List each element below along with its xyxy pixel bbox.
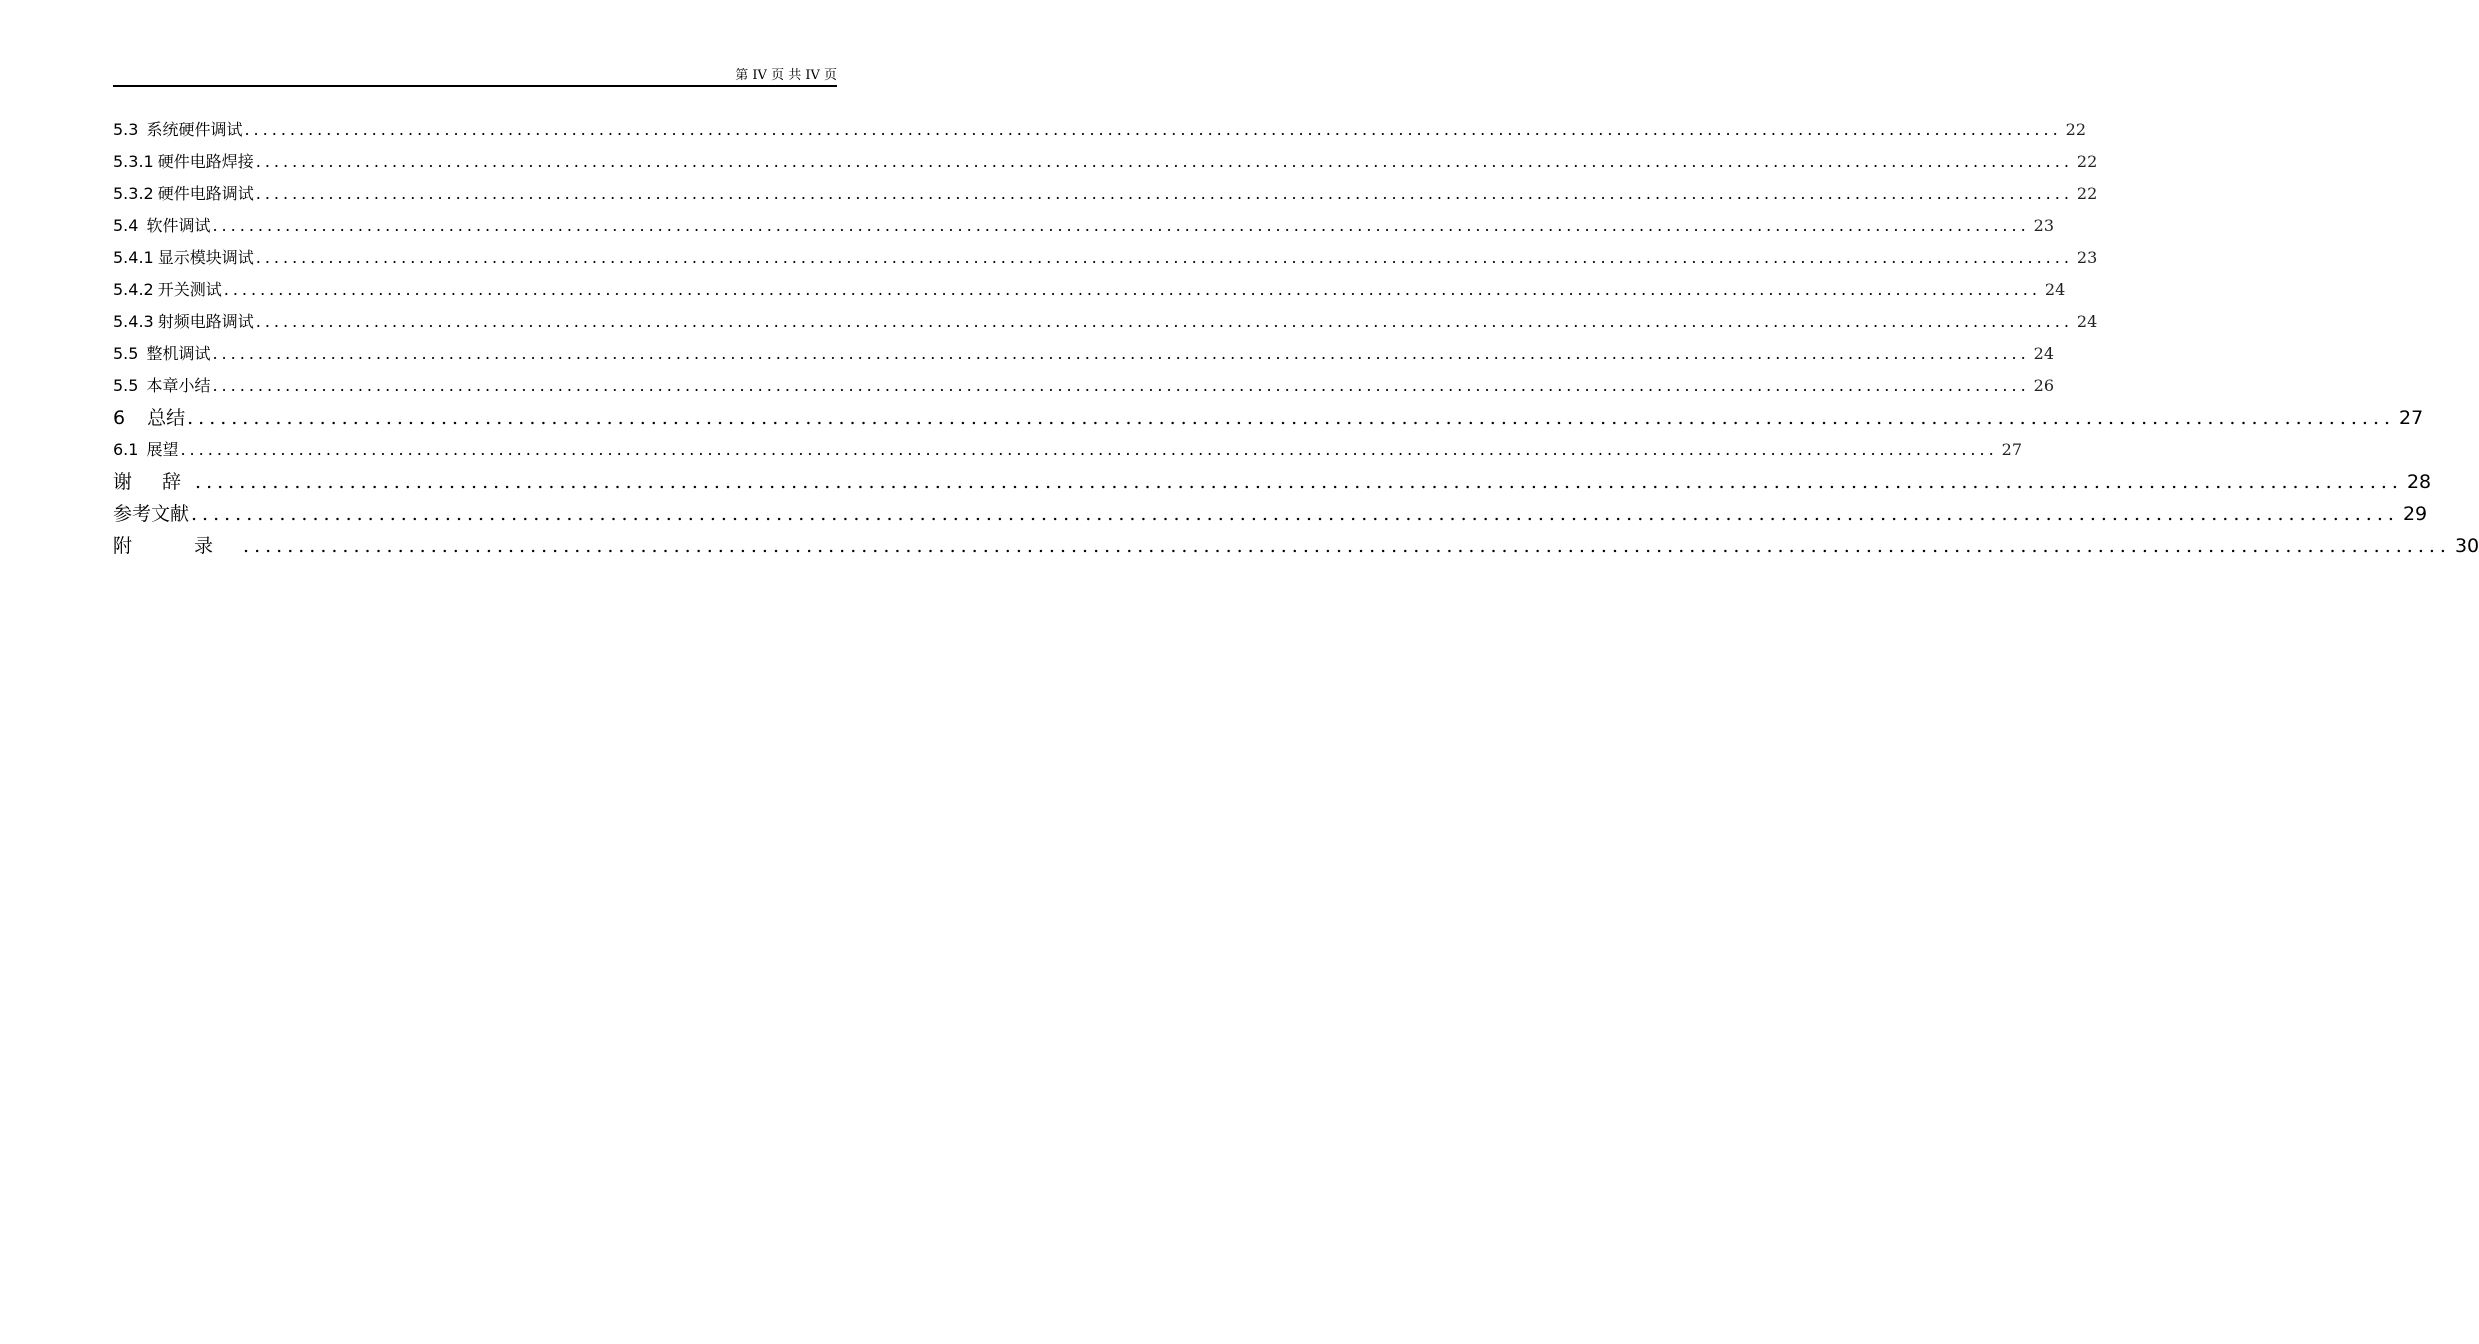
page-indicator: 第 IV 页 共 IV 页 xyxy=(735,68,837,83)
toc-entry[interactable] xyxy=(113,242,2098,274)
toc-entry-title: 硬件电路焊接 xyxy=(157,152,254,171)
toc-entry[interactable] xyxy=(113,146,2098,178)
toc-entry-page: 22 xyxy=(2076,184,2098,203)
header-rule xyxy=(113,85,837,87)
toc-entry-title: 展望 xyxy=(146,440,179,459)
toc-leader-dots: ........................................................................................................................................................................................................ xyxy=(212,344,2030,363)
toc-entry-title: 开关测试 xyxy=(157,280,222,299)
toc-entry[interactable] xyxy=(113,434,2023,466)
toc-entry-chapter[interactable] xyxy=(113,530,2479,562)
toc-entry[interactable] xyxy=(113,370,2055,402)
toc-entry[interactable] xyxy=(113,274,2066,306)
toc-entry-number: 6.1 xyxy=(113,440,139,459)
toc-entry-number: 5.3 xyxy=(113,120,139,139)
toc-entry-page: 28 xyxy=(2406,471,2432,493)
toc-entry-number: 5.5 xyxy=(113,376,139,395)
toc-entry-number: 5.4.2 xyxy=(113,280,154,299)
toc-entry-page: 26 xyxy=(2033,376,2055,395)
toc-entry-title: 硬件电路调试 xyxy=(157,184,254,203)
toc-entry-number: 5.4.1 xyxy=(113,248,154,267)
toc-entry-number: 5.4 xyxy=(113,216,139,235)
toc-entry-page: 22 xyxy=(2076,152,2098,171)
toc-entry-title: 参考文献 xyxy=(113,503,190,525)
toc-entry-title: 软件调试 xyxy=(146,216,211,235)
toc-entry-chapter[interactable] xyxy=(113,466,2432,498)
toc-entry-title: 显示模块调试 xyxy=(157,248,254,267)
toc-leader-dots: ........................................................................................................................................................................................................ xyxy=(255,312,2073,331)
toc-leader-dots: ........................................................................................................................................................................................................ xyxy=(187,407,2396,429)
table-of-contents xyxy=(113,114,2479,562)
toc-leader-dots: ........................................................................................................................................................................................................ xyxy=(195,471,2403,493)
toc-leader-dots: ........................................................................................................................................................................................................ xyxy=(244,120,2062,139)
toc-entry-page: 29 xyxy=(2402,503,2428,525)
toc-leader-dots: ........................................................................................................................................................................................................ xyxy=(191,503,2399,525)
toc-entry[interactable] xyxy=(113,178,2098,210)
toc-entry-title: 附 录 xyxy=(113,535,242,557)
toc-leader-dots: ........................................................................................................................................................................................................ xyxy=(212,216,2030,235)
toc-leader-dots: ........................................................................................................................................................................................................ xyxy=(255,152,2073,171)
toc-leader-dots: ........................................................................................................................................................................................................ xyxy=(255,248,2073,267)
toc-entry-number: 5.4.3 xyxy=(113,312,154,331)
toc-entry-number: 5.3.2 xyxy=(113,184,154,203)
toc-entry-page: 24 xyxy=(2033,344,2055,363)
toc-entry-page: 27 xyxy=(2399,407,2424,429)
toc-entry-page: 23 xyxy=(2033,216,2055,235)
toc-leader-dots: ........................................................................................................................................................................................................ xyxy=(243,535,2451,557)
toc-entry-title: 本章小结 xyxy=(146,376,211,395)
toc-entry-title: 射频电路调试 xyxy=(157,312,254,331)
toc-leader-dots: ........................................................................................................................................................................................................ xyxy=(212,376,2030,395)
toc-entry-page: 27 xyxy=(2001,440,2023,459)
toc-entry-title: 系统硬件调试 xyxy=(146,120,243,139)
toc-entry[interactable] xyxy=(113,114,2087,146)
toc-entry-number: 5.3.1 xyxy=(113,152,154,171)
page-header xyxy=(113,66,837,86)
toc-entry[interactable] xyxy=(113,210,2055,242)
toc-entry-number: 5.5 xyxy=(113,344,139,363)
toc-entry-title: 总结 xyxy=(147,407,186,429)
toc-entry-page: 24 xyxy=(2044,280,2066,299)
toc-entry-page: 24 xyxy=(2076,312,2098,331)
toc-leader-dots: ........................................................................................................................................................................................................ xyxy=(223,280,2041,299)
toc-entry-title: 谢 辞 xyxy=(113,471,194,493)
toc-entry-title: 整机调试 xyxy=(146,344,211,363)
toc-entry-number: 6 xyxy=(113,407,126,429)
toc-entry-chapter[interactable] xyxy=(113,402,2424,434)
toc-entry-page: 23 xyxy=(2076,248,2098,267)
toc-entry-page: 22 xyxy=(2065,120,2087,139)
toc-leader-dots: ........................................................................................................................................................................................................ xyxy=(180,440,1998,459)
toc-leader-dots: ........................................................................................................................................................................................................ xyxy=(255,184,2073,203)
toc-entry[interactable] xyxy=(113,338,2055,370)
toc-entry-chapter[interactable] xyxy=(113,498,2428,530)
toc-entry-page: 30 xyxy=(2454,535,2479,557)
toc-entry[interactable] xyxy=(113,306,2098,338)
